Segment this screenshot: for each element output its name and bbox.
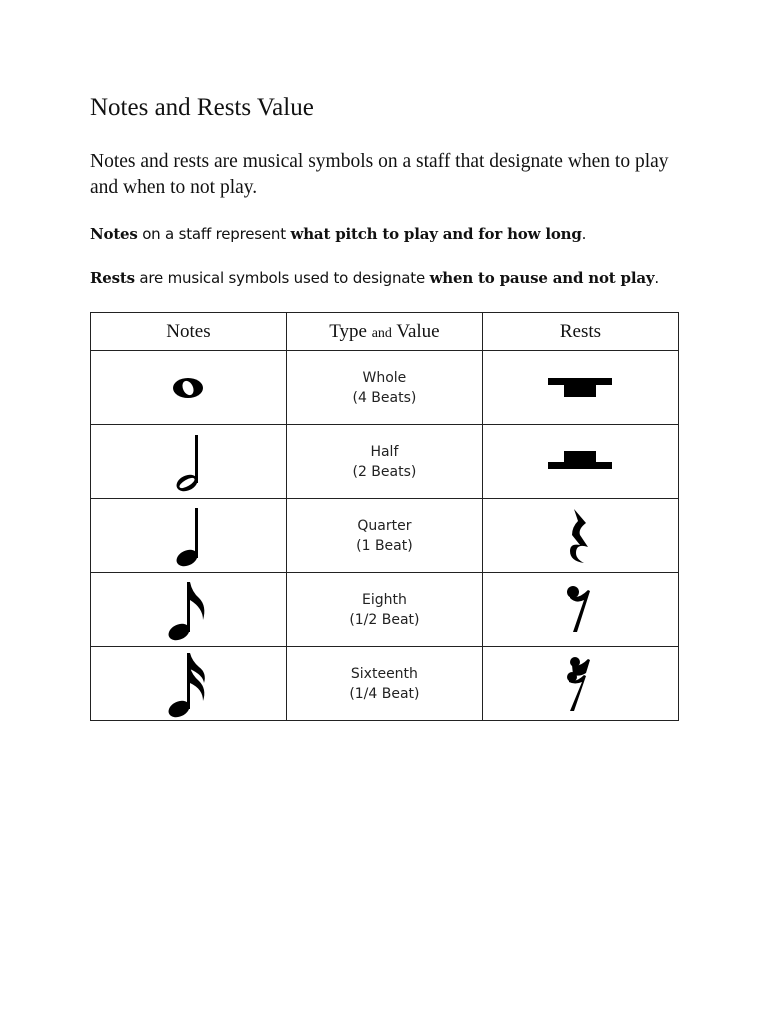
note-cell <box>91 499 287 573</box>
rests-definition <box>90 269 659 287</box>
note-cell <box>91 425 287 499</box>
type-cell <box>286 647 482 721</box>
note-cell <box>91 351 287 425</box>
rests-text-1: are musical symbols used to designate <box>134 269 430 287</box>
quarter-note-icon <box>168 504 208 568</box>
type-cell <box>286 499 482 573</box>
type-cell <box>286 351 482 425</box>
intro-paragraph: Notes and rests are musical symbols on a staff that designate when to play and when to not play. <box>90 151 669 198</box>
half-note-icon <box>168 431 208 493</box>
notes-term: Notes <box>90 225 138 243</box>
quarter-rest-icon <box>560 505 600 567</box>
rest-cell <box>482 573 678 647</box>
whole-note-icon <box>168 373 208 403</box>
note-type-name: Quarter <box>357 517 412 534</box>
eighth-rest-icon <box>560 582 600 638</box>
notes-definition <box>90 225 586 243</box>
header-value: Value <box>396 320 440 342</box>
note-type-beats: (4 Beats) <box>352 389 417 406</box>
sixteenth-note-icon <box>163 649 213 719</box>
rests-text-2: . <box>654 269 659 287</box>
rest-cell <box>482 647 678 721</box>
rest-cell <box>482 499 678 573</box>
note-type-beats: (1/4 Beat) <box>349 685 420 702</box>
notes-text-1: on a staff represent <box>137 225 291 243</box>
table-row <box>91 499 679 573</box>
table-header-row <box>91 313 679 351</box>
header-type: Type <box>329 320 367 342</box>
whole-rest-icon <box>545 373 615 403</box>
type-cell <box>286 425 482 499</box>
rests-term: Rests <box>90 269 135 287</box>
header-and: and <box>371 325 392 341</box>
note-type-name: Sixteenth <box>350 665 418 682</box>
sixteenth-rest-icon <box>560 653 600 715</box>
type-cell <box>286 573 482 647</box>
note-type-beats: (2 Beats) <box>352 463 417 480</box>
notes-emphasis: what pitch to play and for how long <box>290 225 582 243</box>
table-row <box>91 351 679 425</box>
rests-emphasis: when to pause and not play <box>429 269 655 287</box>
header-type-value <box>286 313 482 351</box>
page-title: Notes and Rests Value <box>90 94 314 121</box>
note-type-name: Eighth <box>361 591 407 608</box>
note-type-name: Half <box>370 443 399 460</box>
note-type-beats: (1 Beat) <box>356 537 413 554</box>
note-type-beats: (1/2 Beat) <box>349 611 420 628</box>
half-rest-icon <box>545 447 615 477</box>
header-notes: Notes <box>91 313 287 351</box>
note-type-name: Whole <box>362 369 407 386</box>
rest-cell <box>482 425 678 499</box>
notes-rests-table <box>90 312 679 721</box>
eighth-note-icon <box>163 578 213 642</box>
note-cell <box>91 573 287 647</box>
notes-text-2: . <box>581 225 587 243</box>
table-row <box>91 647 679 721</box>
note-cell <box>91 647 287 721</box>
header-rests: Rests <box>482 313 678 351</box>
table-row <box>91 425 679 499</box>
rest-cell <box>482 351 678 425</box>
table-row <box>91 573 679 647</box>
